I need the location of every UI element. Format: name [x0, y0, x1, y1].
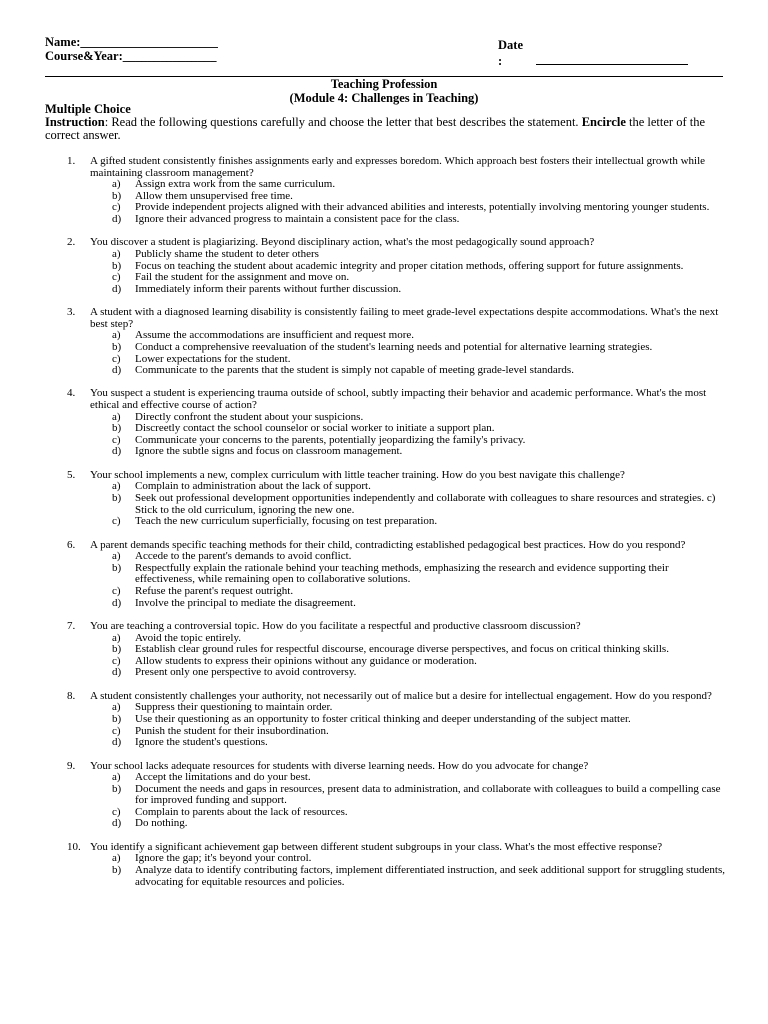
instruction-emphasis: Encircle [581, 115, 626, 129]
option-text: Establish clear ground rules for respectful discourse, encourage diverse perspectives, and focus on critical thinking skills. [135, 643, 669, 656]
question-number: 8. [67, 689, 76, 702]
section-heading: Multiple Choice [45, 102, 131, 116]
option-letter: b) [112, 864, 122, 877]
option-letter: a) [112, 701, 121, 714]
answer-option [90, 865, 725, 888]
option-text: Analyze data to identify contributing factors, implement differentiated instruction, and seek additional support for struggling students, advocating for equitable resources and policies. [135, 864, 725, 888]
answer-options [90, 772, 725, 830]
question-list [45, 156, 725, 900]
option-text: Lower expectations for the student. [135, 352, 291, 365]
option-letter: b) [112, 189, 122, 202]
option-letter: b) [112, 561, 122, 574]
option-text: Publicly shame the student to deter others [135, 247, 319, 260]
option-text: Assign extra work from the same curriculum. [135, 178, 336, 191]
option-text: Directly confront the student about your suspicions. [135, 410, 364, 423]
option-letter: d) [112, 212, 122, 225]
option-letter: b) [112, 259, 122, 272]
option-text: Respectfully explain the rationale behind your teaching methods, emphasizing the research and evidence supporting their effectiveness, while remaining open to collaborative solutions. [135, 561, 669, 586]
answer-options [90, 633, 725, 679]
answer-options [90, 249, 725, 295]
option-text: Provide independent projects aligned with their advanced abilities and interests, potentially involving mentoring younger students. [135, 201, 710, 214]
option-letter: d) [112, 445, 122, 458]
option-letter: a) [112, 852, 121, 865]
option-text: Accede to the parent's demands to avoid conflict. [135, 550, 352, 563]
answer-options [90, 330, 725, 376]
option-letter: c) [112, 352, 121, 365]
option-text: Discreetly contact the school counselor or social worker to initiate a support plan. [135, 422, 495, 435]
title-subject: Teaching Profession [330, 77, 438, 91]
question-item [45, 307, 725, 377]
option-letter: c) [112, 201, 121, 214]
question-item [45, 470, 725, 528]
instruction-tail: the letter of the correct answer. [45, 115, 706, 142]
question-text: A parent demands specific teaching methods for their child, contradicting established pedagogical best practices. How do you respond? [90, 538, 686, 551]
question-text: You suspect a student is experiencing trauma outside of school, subtly impacting their behavior and academic performance. What's the most ethical and effective course of action? [90, 387, 707, 412]
option-letter: d) [112, 666, 122, 679]
question-item [45, 621, 725, 679]
option-text: Conduct a comprehensive reevaluation of the student's learning needs and potential for alternative learning strategies. [135, 340, 653, 353]
question-number: 6. [67, 538, 76, 551]
option-text: Allow students to express their opinions without any guidance or moderation. [135, 654, 477, 667]
question-text: A student consistently challenges your authority, not necessarily out of malice but a desire for intellectual engagement. How do you respond? [90, 689, 712, 702]
course-year-label: Course&Year: [45, 48, 123, 63]
answer-options [90, 179, 725, 225]
option-letter: a) [112, 410, 121, 423]
option-letter: a) [112, 631, 121, 644]
instruction-text: : Read the following questions carefully and choose the letter that best describes the statement. [104, 115, 582, 129]
question-text: You identify a significant achievement gap between different student subgroups in your class. What's the most effective response? [90, 840, 663, 853]
answer-option [90, 563, 725, 586]
question-text: A gifted student consistently finishes assignments early and expresses boredom. Which approach best fosters their intellectual growth while maintaining classroom management? [90, 155, 706, 179]
option-letter: c) [112, 515, 121, 528]
option-letter: d) [112, 364, 122, 377]
question-number: 2. [67, 236, 76, 249]
name-label: Name: [45, 35, 81, 49]
question-number: 1. [67, 155, 76, 167]
option-text: Ignore the student's questions. [135, 736, 268, 749]
option-text: Do nothing. [135, 817, 188, 830]
date-field [498, 52, 688, 68]
option-text: Communicate to the parents that the student is simply not capable of meeting grade-level standards. [135, 364, 574, 377]
title-module: (Module 4: Challenges in Teaching) [289, 90, 479, 105]
question-item [45, 691, 725, 749]
answer-option [90, 214, 725, 226]
question-text: Your school implements a new, complex curriculum with little teacher training. How do you best navigate this challenge? [90, 468, 625, 481]
option-letter: c) [112, 433, 121, 446]
answer-options [90, 853, 725, 888]
option-text: Avoid the topic entirely. [135, 631, 241, 644]
answer-option [90, 516, 725, 528]
instruction-label: Instruction [45, 115, 105, 129]
option-letter: c) [112, 654, 121, 667]
question-text: You are teaching a controversial topic. How do you facilitate a respectful and productive classroom discussion? [90, 619, 581, 632]
question-number: 10. [67, 840, 81, 853]
option-letter: b) [112, 492, 122, 505]
option-letter: a) [112, 178, 121, 191]
option-text: Ignore the subtle signs and focus on classroom management. [135, 445, 403, 458]
option-text: Use their questioning as an opportunity to foster critical thinking and deeper understanding of the subject matter. [135, 712, 631, 725]
option-letter: a) [112, 550, 121, 563]
option-text: Teach the new curriculum superficially, focusing on test preparation. [135, 515, 438, 528]
instruction-paragraph [45, 116, 725, 142]
name-blank: ______________________ [80, 35, 218, 49]
answer-option [90, 667, 725, 679]
answer-option [90, 493, 725, 516]
course-year-blank: _______________ [122, 48, 217, 63]
question-item [45, 842, 725, 888]
question-item [45, 388, 725, 458]
option-letter: c) [112, 584, 121, 597]
option-text: Suppress their questioning to maintain order. [135, 701, 333, 714]
date-block [498, 38, 688, 68]
option-text: Focus on teaching the student about academic integrity and proper citation methods, offering support for future assignments. [135, 259, 684, 272]
question-text: Your school lacks adequate resources for students with diverse learning needs. How do you advocate for change? [90, 759, 589, 772]
question-item [45, 156, 725, 226]
answer-options [90, 481, 725, 527]
option-text: Complain to parents about the lack of resources. [135, 805, 348, 818]
option-text: Present only one perspective to avoid controversy. [135, 666, 357, 679]
option-text: Ignore the gap; it's beyond your control. [135, 852, 312, 865]
option-letter: b) [112, 782, 122, 795]
question-number: 7. [67, 619, 76, 632]
course-year-field [45, 50, 218, 64]
question-number: 5. [67, 468, 76, 481]
name-field [45, 36, 218, 50]
student-info-block [45, 36, 218, 63]
question-text: A student with a diagnosed learning disability is consistently failing to meet grade-level expectations despite accommodations. What's the next best step? [90, 306, 719, 330]
option-text: Allow them unsupervised free time. [135, 189, 293, 202]
question-item [45, 237, 725, 295]
instructions-section [45, 103, 725, 142]
option-text: Seek out professional development opportunities independently and collaborate with colleagues to share resources and strategies. c) Stick to the old curriculum, ignoring the new one. [135, 492, 716, 516]
option-text: Document the needs and gaps in resources, present data to administration, and collaborate with colleagues to build a compelling case for improved funding and support. [135, 782, 721, 807]
option-text: Communicate your concerns to the parents, potentially jeopardizing the family's privacy. [135, 433, 526, 446]
date-colon: : [498, 54, 503, 68]
option-letter: d) [112, 736, 122, 749]
option-text: Immediately inform their parents without further discussion. [135, 282, 402, 295]
option-text: Punish the student for their insubordination. [135, 724, 329, 737]
answer-option [90, 737, 725, 749]
question-item [45, 761, 725, 831]
answer-options [90, 702, 725, 748]
answer-option [90, 818, 725, 830]
option-letter: c) [112, 271, 121, 284]
option-letter: c) [112, 805, 121, 818]
answer-option [90, 365, 725, 377]
question-text: You discover a student is plagiarizing. Beyond disciplinary action, what's the most pedagogically sound approach? [90, 236, 595, 249]
question-number: 3. [67, 306, 76, 319]
option-letter: d) [112, 596, 122, 609]
option-letter: d) [112, 817, 122, 830]
option-letter: a) [112, 771, 121, 784]
option-letter: b) [112, 712, 122, 725]
option-text: Fail the student for the assignment and move on. [135, 271, 350, 284]
option-letter: a) [112, 247, 121, 260]
option-text: Assume the accommodations are insufficient and request more. [135, 329, 414, 342]
option-text: Complain to administration about the lack of support. [135, 480, 371, 493]
option-letter: c) [112, 724, 121, 737]
option-text: Involve the principal to mediate the disagreement. [135, 596, 356, 609]
answer-options [90, 551, 725, 609]
answer-option [90, 446, 725, 458]
option-text: Refuse the parent's request outright. [135, 584, 294, 597]
answer-option [90, 284, 725, 296]
question-number: 9. [67, 759, 76, 772]
option-letter: b) [112, 340, 122, 353]
question-item [45, 540, 725, 610]
option-letter: b) [112, 643, 122, 656]
option-letter: a) [112, 329, 121, 342]
option-text: Accept the limitations and do your best. [135, 771, 311, 784]
option-letter: b) [112, 422, 122, 435]
question-number: 4. [67, 387, 76, 400]
date-blank-line [536, 52, 688, 65]
document-title [45, 78, 723, 105]
option-letter: d) [112, 282, 122, 295]
date-label: Date [498, 38, 523, 52]
option-letter: a) [112, 480, 121, 493]
answer-options [90, 412, 725, 458]
answer-option [90, 598, 725, 610]
option-text: Ignore their advanced progress to maintain a consistent pace for the class. [135, 212, 460, 225]
answer-option [90, 784, 725, 807]
